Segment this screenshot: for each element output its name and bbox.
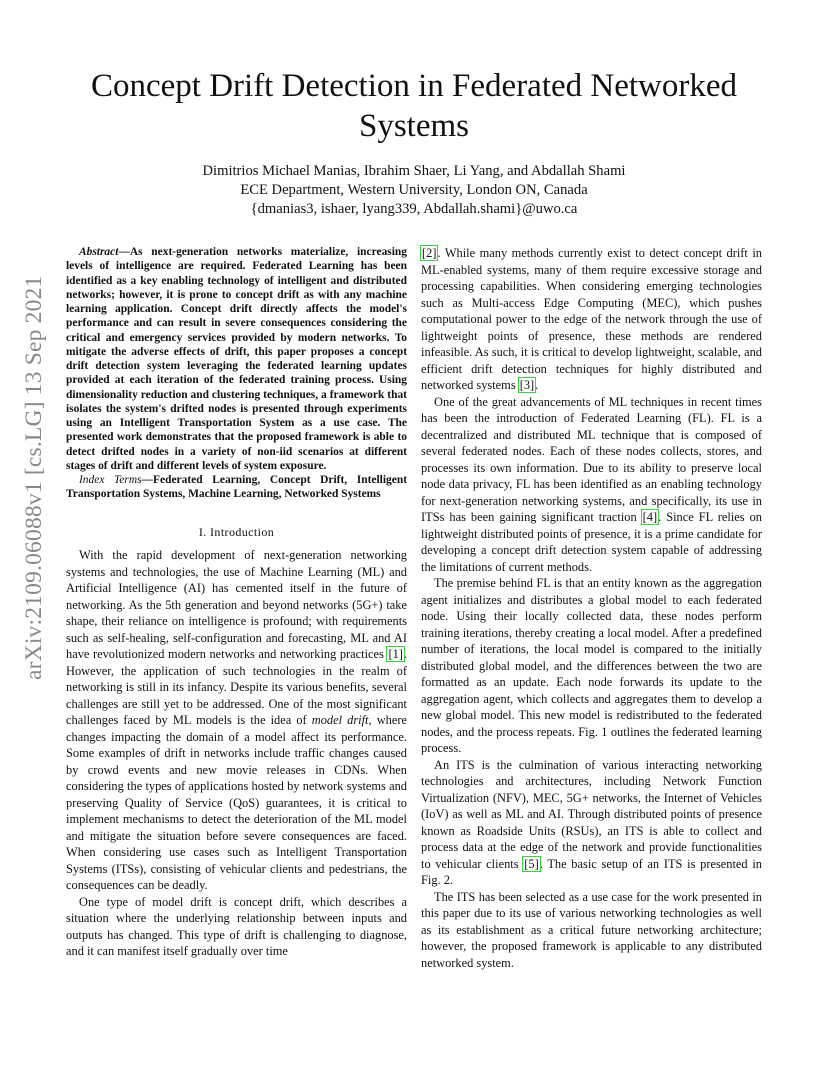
abstract (66, 245, 407, 473)
text-run: . (535, 378, 539, 392)
index-terms-label: Index Terms (79, 474, 142, 486)
citation-link[interactable]: [4] (642, 510, 658, 524)
intro-paragraph-3 (421, 394, 762, 576)
author-affiliation: ECE Department, Western University, London ON, Canada (240, 182, 588, 198)
citation-link[interactable]: [1] (388, 647, 403, 661)
intro-paragraph-6: The ITS has been selected as a use case for the work presented in this paper due to its use of various networking technologies as well as its establishment as a critical future networking architecture; however, the proposed framework is applicable to any distributed networked system. (421, 889, 762, 970)
intro-paragraph-2-continued (421, 245, 762, 394)
abstract-label: Abstract (79, 246, 119, 258)
text-run: . The basic setup of an ITS is presented in Fig. 2. (421, 856, 762, 887)
index-terms-text: —Federated Learning, Concept Drift, Intelligent Transportation Systems, Machine Learning, Networked Systems (66, 474, 408, 501)
intro-paragraph-4: The premise behind FL is that an entity known as the aggregation agent initializes and distributes a global model to each federated node. Using their locally collected data, these nodes perform training iterations, thereby creating a local model. After a predefined number of iterations, the local model is compared to the initially distributed global model, and the differences between the two are formatted as an update. Each node forwards its update to the aggregation agent, which collects and aggregates them to develop a new global model. This new model is redistributed to the federated nodes, and the process repeats. Fig. 1 outlines the federated learning process. (421, 576, 762, 755)
paper-title: Concept Drift Detection in Federated Networked Systems (90, 68, 738, 144)
intro-paragraph-1 (66, 547, 407, 894)
abstract-text: —As next-generation networks materialize, increasing levels of intelligence are required. Federated Learning has been identified as a key enabling technology of intelligent and distributed networks; however, it is prone to concept drift as with any machine learning application. Concept drift directly affects the model's performance and can result in severe consequences considering the critical and emergency services provided by modern networks. To mitigate the adverse effects of drift, this paper proposes a concept drift detection system leveraging the federated learning updates provided at each iteration of the federated training process. Using dimensionality reduction and clustering techniques, a framework that isolates the system's drifted nodes is presented through experiments using an Intelligent Transportation System as a use case. The presented work demonstrates that the proposed framework is able to detect drifted nodes in a variety of non-iid scenarios at different stages of drift and different levels of system exposure. (66, 246, 407, 472)
intro-paragraph-2: One type of model drift is concept drift, which describes a situation where the underlying relationship between inputs and outputs has changed. This type of drift is challenging to diagnose, and it can manifest itself gradually over time (66, 894, 407, 958)
citation-link[interactable]: [2] (422, 246, 437, 260)
section-heading: I. Introduction (198, 524, 275, 539)
text-run: With the rapid development of next-generation networking systems and technologies, the use of Machine Learning (ML) and Artificial Intelligence (AI) has cemented itself in the future of networking. As the 5th generation and beyond networks (5G+) take shape, their reliance on intelligence is profound; with requirements such as self-healing, self-configuration and forecasting, ML and AI have revolutionized modern networks and networking practices (66, 548, 407, 661)
text-run: . However, the application of such technologies in the realm of networking is still in its infancy. Despite its various benefits, several challenges are still yet to be addressed. One of the most significant challenges faced by ML models is the idea of (66, 647, 407, 727)
author-emails: {dmanias3, ishaer, lyang339, Abdallah.shami}@uwo.ca (250, 201, 578, 217)
arxiv-stamp: arXiv:2109.06088v1 [cs.LG] 13 Sep 2021 (21, 275, 47, 680)
text-run: , where changes impacting the domain of a model affect its performance. Some examples of drift in networks include traffic changes caused by crowd events and new movie releases in CDNs. When considering the types of applications hosted by network systems and preserving Quality of Service (QoS) guarantees, it is critical to implement mechanisms to detect the deterioration of the ML model and mitigate the situation before severe consequences are faced. When considering use cases such as Intelligent Transportation Systems (ITSs), consisting of vehicular clients and pedestrians, the consequences can be deadly. (66, 713, 407, 892)
text-run: . While many methods currently exist to detect concept drift in ML-enabled systems, many of them require excessive storage and processing capabilities. When considering emerging technologies such as Multi-access Edge Computing (MEC), which pushes computational power to the edge of the network through the use of lightweight points of presence, these methods are rendered infeasible. As such, it is critical to develop lightweight, scalable, and efficient drift detection techniques for highly distributed and networked systems (421, 246, 762, 392)
citation-link[interactable]: [5] (524, 856, 539, 871)
left-column (66, 245, 407, 960)
intro-paragraph-5 (421, 757, 762, 889)
citation-link[interactable]: [3] (519, 378, 535, 392)
text-run: One of the great advancements of ML techniques in recent times has been the introduction of Federated Learning (FL). FL is a decentralized and distributed ML technique that is composed of several federated nodes. Each of these nodes collects, stores, and processes its own information. Due to its ability to preserve local node data privacy, FL has been identified as an enabling technology for next-generation networking systems, and specifically, its use in ITSs has been gaining significant traction (421, 394, 762, 524)
author-names: Dimitrios Michael Manias, Ibrahim Shaer, Li Yang, and Abdallah Shami (202, 163, 626, 179)
text-run: An ITS is the culmination of various interacting networking technologies and architectures, including Network Function Virtualization (NFV), MEC, 5G+ networks, the Internet of Vehicles (IoV) as well as ML and AI. Through distributed points of presence known as Roadside Units (RSUs), an ITS is able to collect and process data at the edge of the network and provide functionalities to vehicular clients (421, 757, 762, 871)
index-terms (66, 473, 407, 502)
text-run: . Since FL relies on lightweight distributed points of presence, it is a prime candidate for developing a concept drift detection system capable of addressing the limitations of current methods. (421, 510, 762, 574)
emphasis-term: model drift (311, 713, 369, 727)
right-column (421, 245, 762, 971)
author-block (60, 162, 768, 219)
